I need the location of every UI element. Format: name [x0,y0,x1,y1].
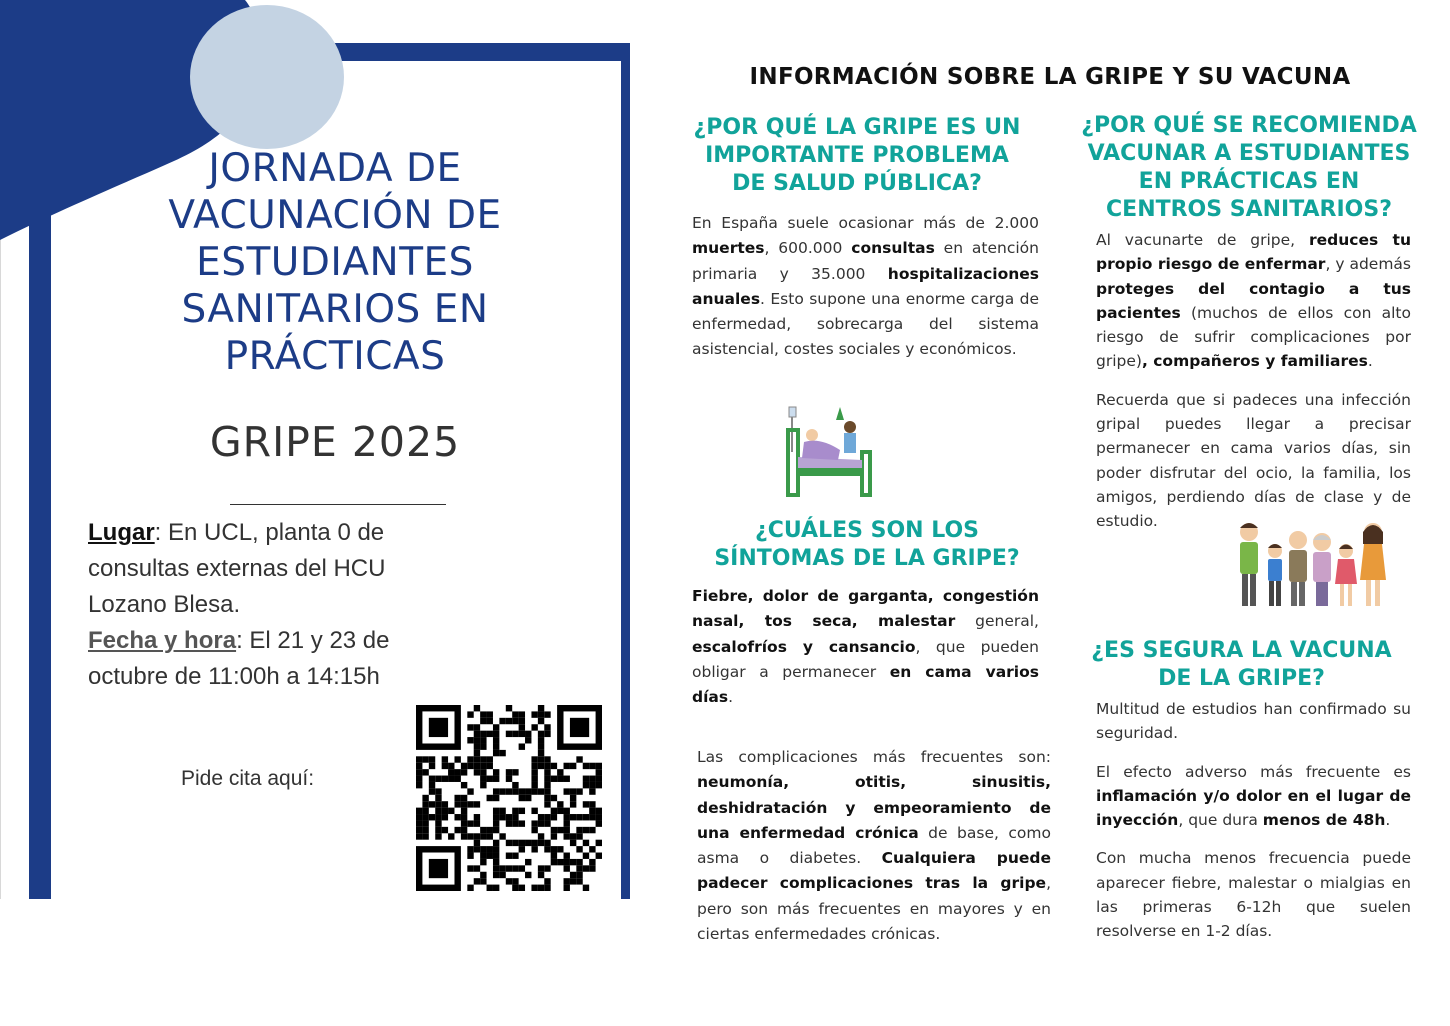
title-line: SANITARIOS EN [181,287,489,332]
bold-text: escalofríos y cansancio [692,637,916,656]
light-blue-circle [190,5,344,149]
event-details [88,515,448,695]
section-body-safety [1096,697,1411,944]
text: Al vacunarte de gripe, [1096,231,1309,249]
paragraph: Recuerda que si padeces una infección gripal puedes llegar a precisar permanecer en cama varios días, sin poder disfrutar del ocio, la familia, los amigos, perdiendo días de clase y de estudio. [1096,390,1411,531]
lugar-text: : En UCL, planta 0 de consultas externas del HCU Lozano Blesa. [88,519,386,618]
title-line: ESTUDIANTES [196,240,474,285]
section-heading-symptoms [672,517,1062,573]
heading-line: DE LA GRIPE? [1158,666,1325,691]
title-line: VACUNACIÓN DE [168,193,502,238]
text: , pero son más frecuentes en mayores y en ciertas enfermedades crónicas. [697,874,1051,944]
text: Las complicaciones más frecuentes son: [697,748,1051,766]
heading-line: ¿POR QUÉ SE RECOMIENDA [1081,113,1417,138]
bold-text: muertes [692,239,765,258]
heading-line: VACUNAR A ESTUDIANTES [1087,141,1411,166]
heading-line: EN PRÁCTICAS EN [1138,169,1360,194]
qr-code-icon[interactable] [416,705,602,891]
section-body-recommendation [1096,228,1411,534]
bold-text: Cualquiera puede padecer complicaciones tras la gripe [697,849,1051,893]
text: El efecto adverso más frecuente es [1096,762,1411,781]
text: . [728,688,734,707]
appointment-label: Pide cita aquí: [181,767,315,790]
event-title [110,145,560,380]
heading-line: IMPORTANTE PROBLEMA [705,143,1009,168]
bold-text: inflamación y/o dolor en el lugar de inyección [1096,786,1411,830]
text: , que pueden obligar a permanecer [692,637,1039,681]
section-heading-recommendation [1064,112,1434,224]
left-panel [0,0,630,899]
text: En España suele ocasionar más de 2.000 [692,214,1039,232]
heading-line: ¿ES SEGURA LA VACUNA [1091,638,1392,663]
heading-line: SÍNTOMAS DE LA GRIPE? [714,546,1020,571]
bold-text: en cama varios días [692,662,1039,707]
family-illustration [1234,518,1396,610]
left-bar [29,140,51,899]
fecha-text: : El 21 y 23 de octubre de 11:00h a 14:15h [88,627,390,690]
paragraph: Con mucha menos frecuencia puede aparecer fiebre, malestar o mialgias en las primeras 6-12h que suelen resolverse en 1-2 días. [1096,849,1411,941]
heading-line: ¿POR QUÉ LA GRIPE ES UN [693,115,1021,140]
text: . [1367,352,1373,371]
campaign-subtitle: GRIPE 2025 [209,418,461,466]
divider [230,504,446,505]
info-title: INFORMACIÓN SOBRE LA GRIPE Y SU VACUNA [749,64,1351,90]
right-bar [621,43,630,899]
text: , 600.000 [764,239,852,258]
bold-text: hospitalizaciones anuales [692,264,1039,308]
fecha-label: Fecha y hora [88,627,237,654]
section-body-symptoms [692,584,1039,710]
section-heading-public-health [672,114,1042,198]
text: . [1385,811,1391,830]
title-line: JORNADA DE [208,146,462,191]
text: , que dura [1178,811,1263,830]
text: , y además [1325,255,1411,274]
section-body-complications [697,745,1051,947]
lugar-label: Lugar [88,519,155,546]
title-line: PRÁCTICAS [224,334,446,379]
bold-text: neumonía, otitis, sinusitis, deshidratación y empeoramiento de una enfermedad crónica [697,773,1051,842]
bold-text: proteges del contagio a tus pacientes [1096,279,1411,322]
bold-text: consultas [851,239,935,258]
text: (muchos de ellos con alto riesgo de sufrir complicaciones por gripe) [1096,303,1411,371]
text: . Esto supone una enorme carga de enfermedad, sobrecarga del sistema asistencial, costes sociales y económicos. [692,289,1039,359]
bold-text: menos de 48h [1262,811,1386,830]
paragraph: Multitud de estudios han confirmado su seguridad. [1096,700,1411,743]
text: en atención primaria y 35.000 [692,239,1039,283]
hospital-bed-illustration [780,402,880,500]
heading-line: DE SALUD PÚBLICA? [732,171,982,196]
bold-text: Fiebre, dolor de garganta, congestión nasal, tos seca, malestar [692,587,1039,631]
text: de base, como asma o diabetes. [697,823,1051,868]
section-body-public-health [692,211,1039,363]
bold-text: reduces tu propio riesgo de enfermar [1096,231,1411,274]
text: general, [955,612,1039,631]
section-heading-safety [1064,637,1419,693]
heading-line: CENTROS SANITARIOS? [1106,197,1392,222]
heading-line: ¿CUÁLES SON LOS [754,518,980,543]
bold-text: , compañeros y familiares [1141,352,1368,371]
